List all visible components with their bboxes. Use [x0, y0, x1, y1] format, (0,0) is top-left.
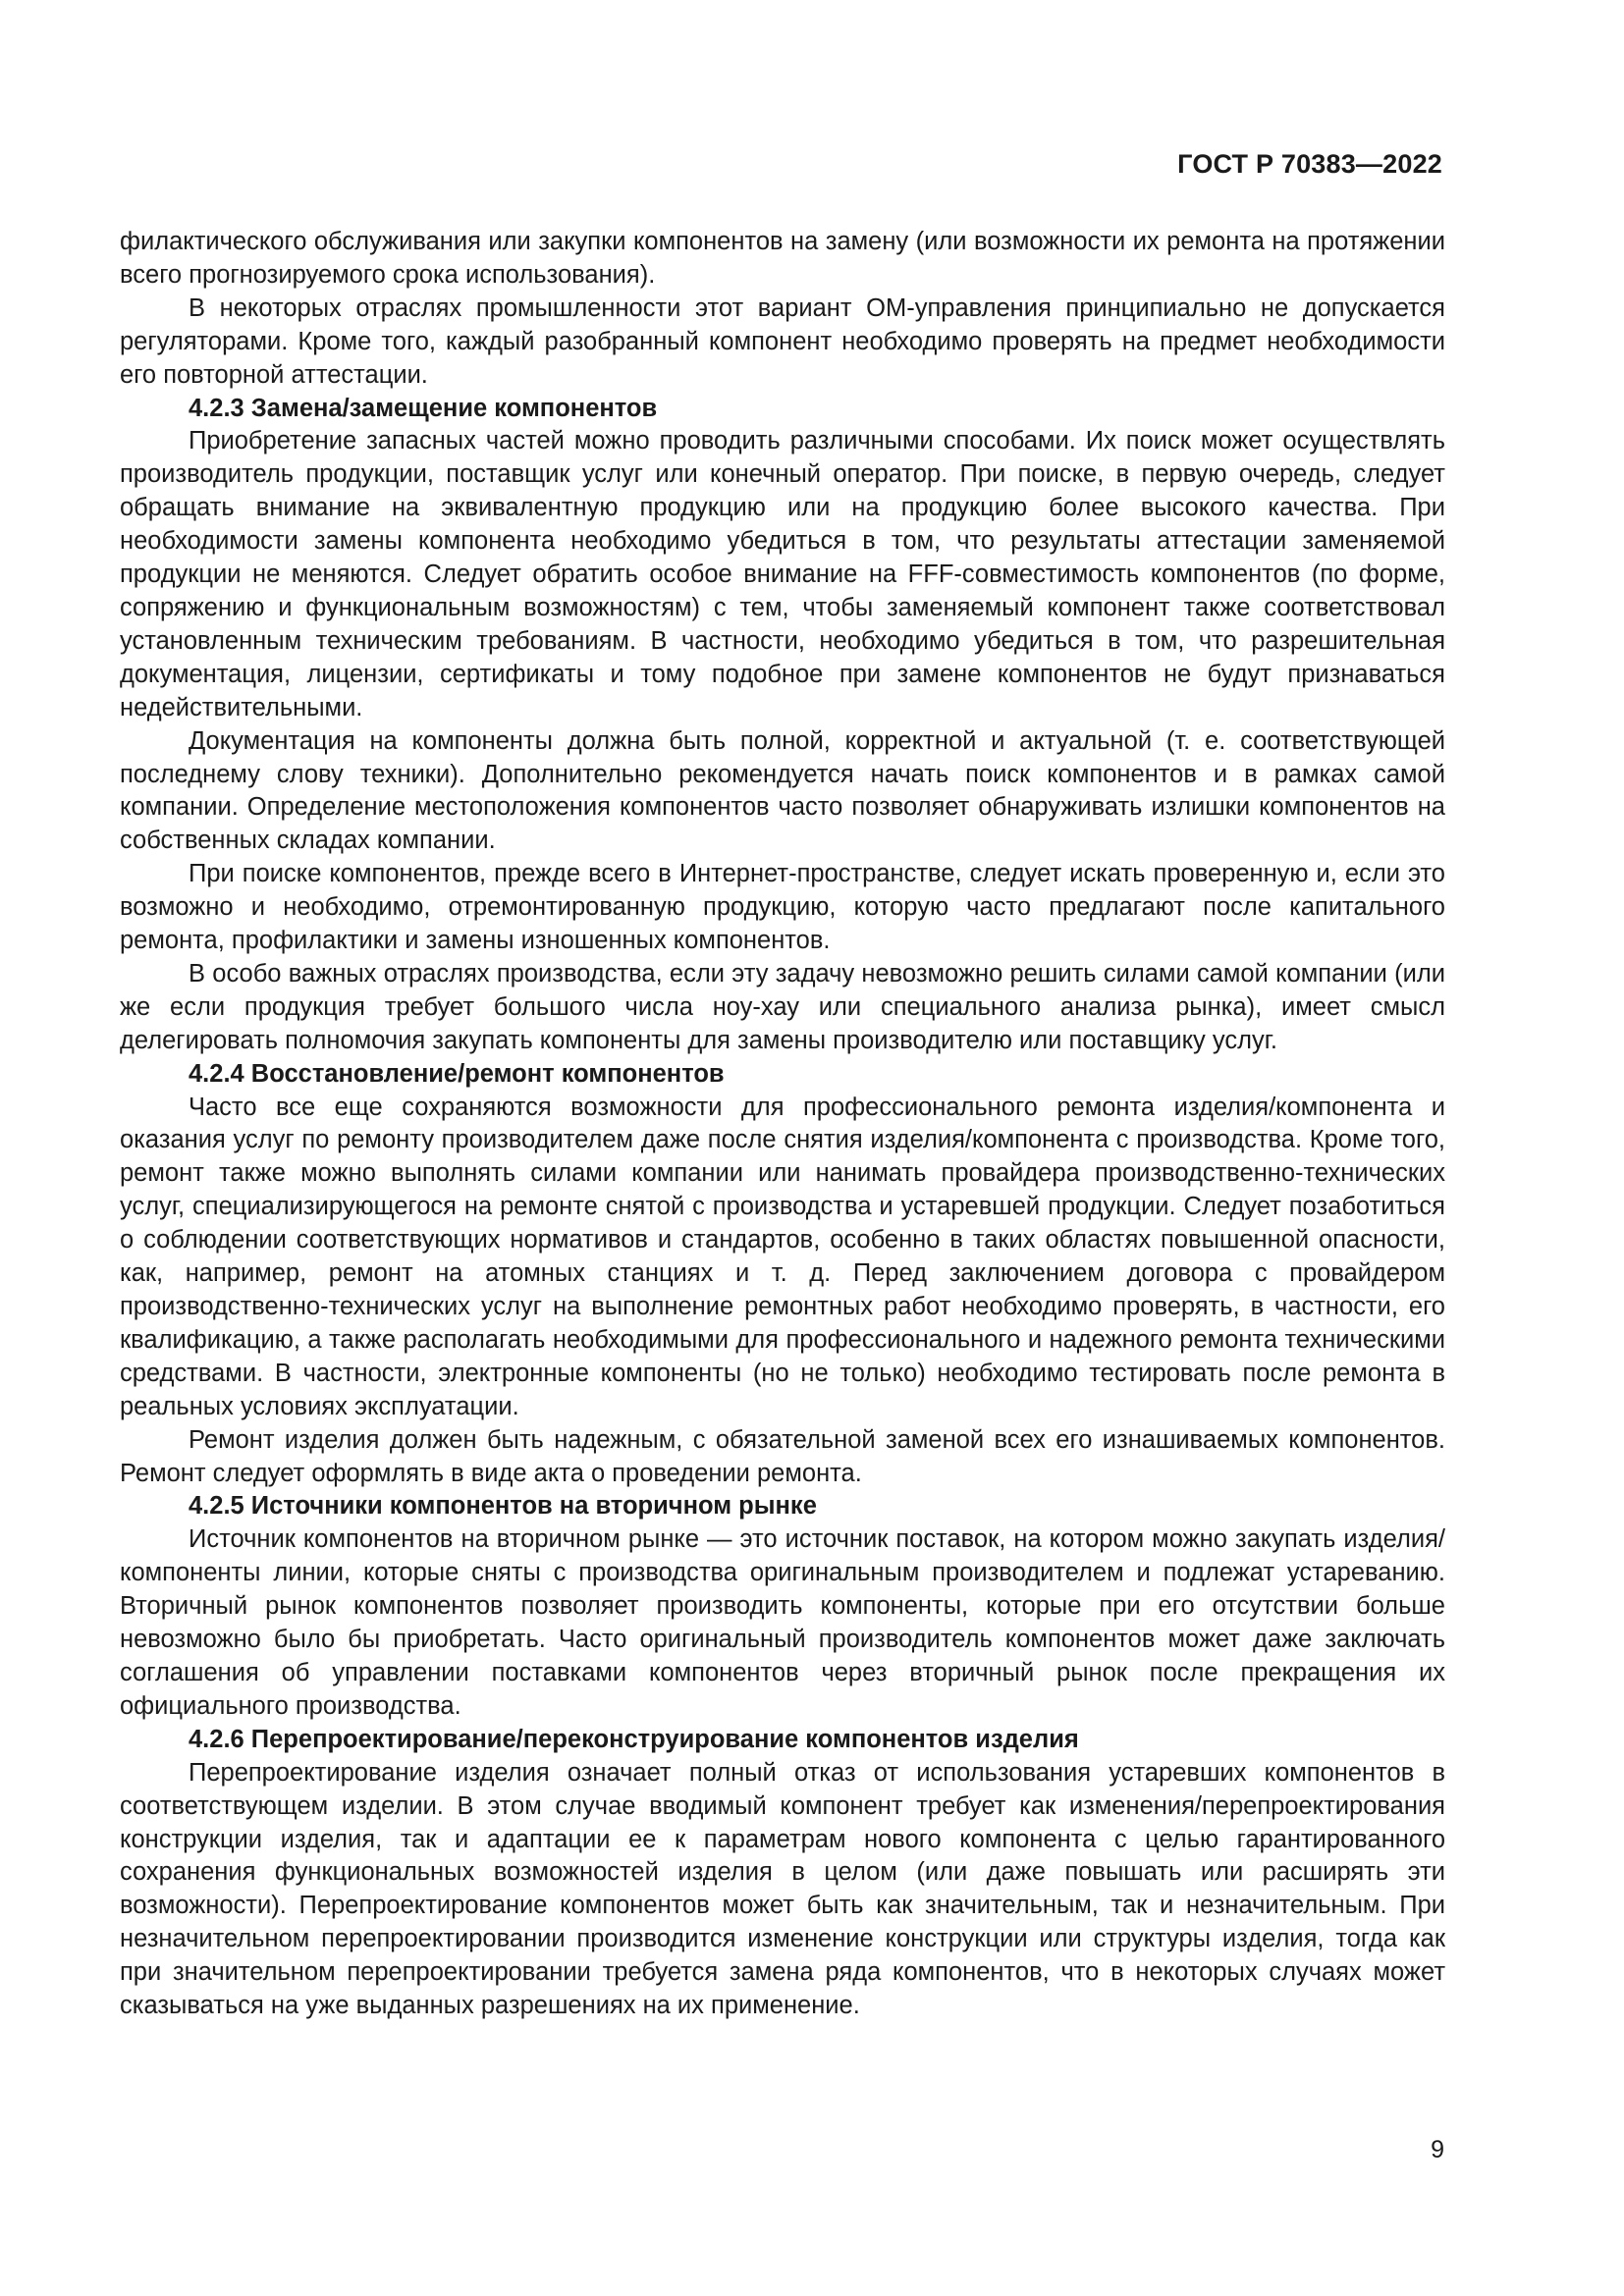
paragraph: Документация на компоненты должна быть полной, корректной и актуальной (т. е. соответствующей последнему слову техники). Дополнительно рекомендуется начать поиск компонентов и в рамках самой компании. Определение местоположения компонентов часто позволяет обнаруживать излишки компонентов на собственных складах компании.	[120, 726, 1445, 855]
paragraph: Приобретение запасных частей можно проводить различными способами. Их поиск может осуществлять производитель продукции, поставщик услуг или конечный оператор. При поиске, в первую очередь, следует обращать внимание на эквивалентную продукцию или на продукцию более высокого качества. При необходимости замены компонента необходимо убедиться в том, что результаты аттестации заменяемой продукции не меняются. Следует обратить особое внимание на FFF-совместимость компонентов (по форме, сопряжению и функциональным возможностям) с тем, чтобы заменяемый компонент также соответствовал установленным техническим требованиям. В частности, необходимо убедиться в том, что разрешительная документация, лицензии, сертификаты и тому подобное при замене компонентов не будут признаваться недействительными.	[120, 427, 1445, 721]
section-heading-4-2-6: 4.2.6 Перепроектирование/переконструирование компонентов изделия	[189, 1725, 1079, 1753]
document-body	[120, 226, 1445, 2023]
paragraph: При поиске компонентов, прежде всего в Интернет-пространстве, следует искать проверенную и, если это возможно и необходимо, отремонтированную продукцию, которую часто предлагают после капитального ремонта, профилактики и замены изношенных компонентов.	[120, 860, 1445, 955]
paragraph: Перепроектирование изделия означает полный отказ от использования устаревших компонентов в соответствующем изделии. В этом случае вводимый компонент требует как изменения/перепроектирования конструкции изделия, так и адаптации ее к параметрам нового компонента с целью гарантированного сохранения функциональных возможностей изделия в целом (или даже повышать или расширять эти возможности). Перепроектирование компонентов может быть как значительным, так и незначительным. При незначительном перепроектировании производится изменение конструкции или структуры изделия, тогда как при значительном перепроектировании требуется замена ряда компонентов, что в некоторых случаях может сказываться на уже выданных разрешениях на их применение.	[120, 1758, 1445, 2020]
document-code-header: ГОСТ Р 70383—2022	[1177, 149, 1442, 179]
paragraph: В особо важных отраслях производства, если эту задачу невозможно решить силами самой компании (или же если продукция требует большого числа ноу-хау или специального анализа рынка), имеет смысл делегировать полномочия закупать компоненты для замены производителю или поставщику услуг.	[120, 959, 1445, 1054]
paragraph: Часто все еще сохраняются возможности для профессионального ремонта изделия/компонента и оказания услуг по ремонту производителем даже после снятия изделия/компонента с производства. Кроме того, ремонт также можно выполнять силами компании или нанимать провайдера производственно-технических услуг, специализирующегося на ремонте снятой с производства и устаревшей продукции. Следует позаботиться о соблюдении соответствующих нормативов и стандартов, особенно в таких областях повышенной опасности, как, например, ремонт на атомных станциях и т. д. Перед заключением договора с провайдером производственно-технических услуг на выполнение ремонтных работ необходимо проверять, в частности, его квалификацию, а также располагать необходимыми для профессионального и надежного ремонта техническими средствами. В частности, электронные компоненты (но не только) необходимо тестировать после ремонта в реальных условиях эксплуатации.	[120, 1093, 1445, 1420]
section-heading-4-2-5: 4.2.5 Источники компонентов на вторичном рынке	[189, 1492, 817, 1521]
paragraph: В некоторых отраслях промышленности этот вариант ОМ-управления принципиально не допускается регуляторами. Кроме того, каждый разобранный компонент необходимо проверять на предмет необходимости его повторной аттестации.	[120, 294, 1445, 389]
paragraph: филактического обслуживания или закупки компонентов на замену (или возможности их ремонта на протяжении всего прогнозируемого срока использования).	[120, 228, 1445, 289]
section-heading-4-2-3: 4.2.3 Замена/замещение компонентов	[189, 394, 658, 422]
paragraph: Ремонт изделия должен быть надежным, с обязательной заменой всех его изнашиваемых компонентов. Ремонт следует оформлять в виде акта о проведении ремонта.	[120, 1425, 1445, 1487]
paragraph: Источник компонентов на вторичном рынке — это источник поставок, на котором можно закупать изделия/компоненты линии, которые сняты с производства оригинальным производителем и подлежат устареванию. Вторичный рынок компонентов позволяет производить компоненты, которые при его отсутствии больше невозможно было бы приобретать. Часто оригинальный производитель компонентов может даже заключать соглашения об управлении поставками компонентов через вторичный рынок после прекращения их официального производства.	[120, 1525, 1445, 1720]
page-number: 9	[1431, 2136, 1444, 2163]
section-heading-4-2-4: 4.2.4 Восстановление/ремонт компонентов	[189, 1059, 725, 1088]
